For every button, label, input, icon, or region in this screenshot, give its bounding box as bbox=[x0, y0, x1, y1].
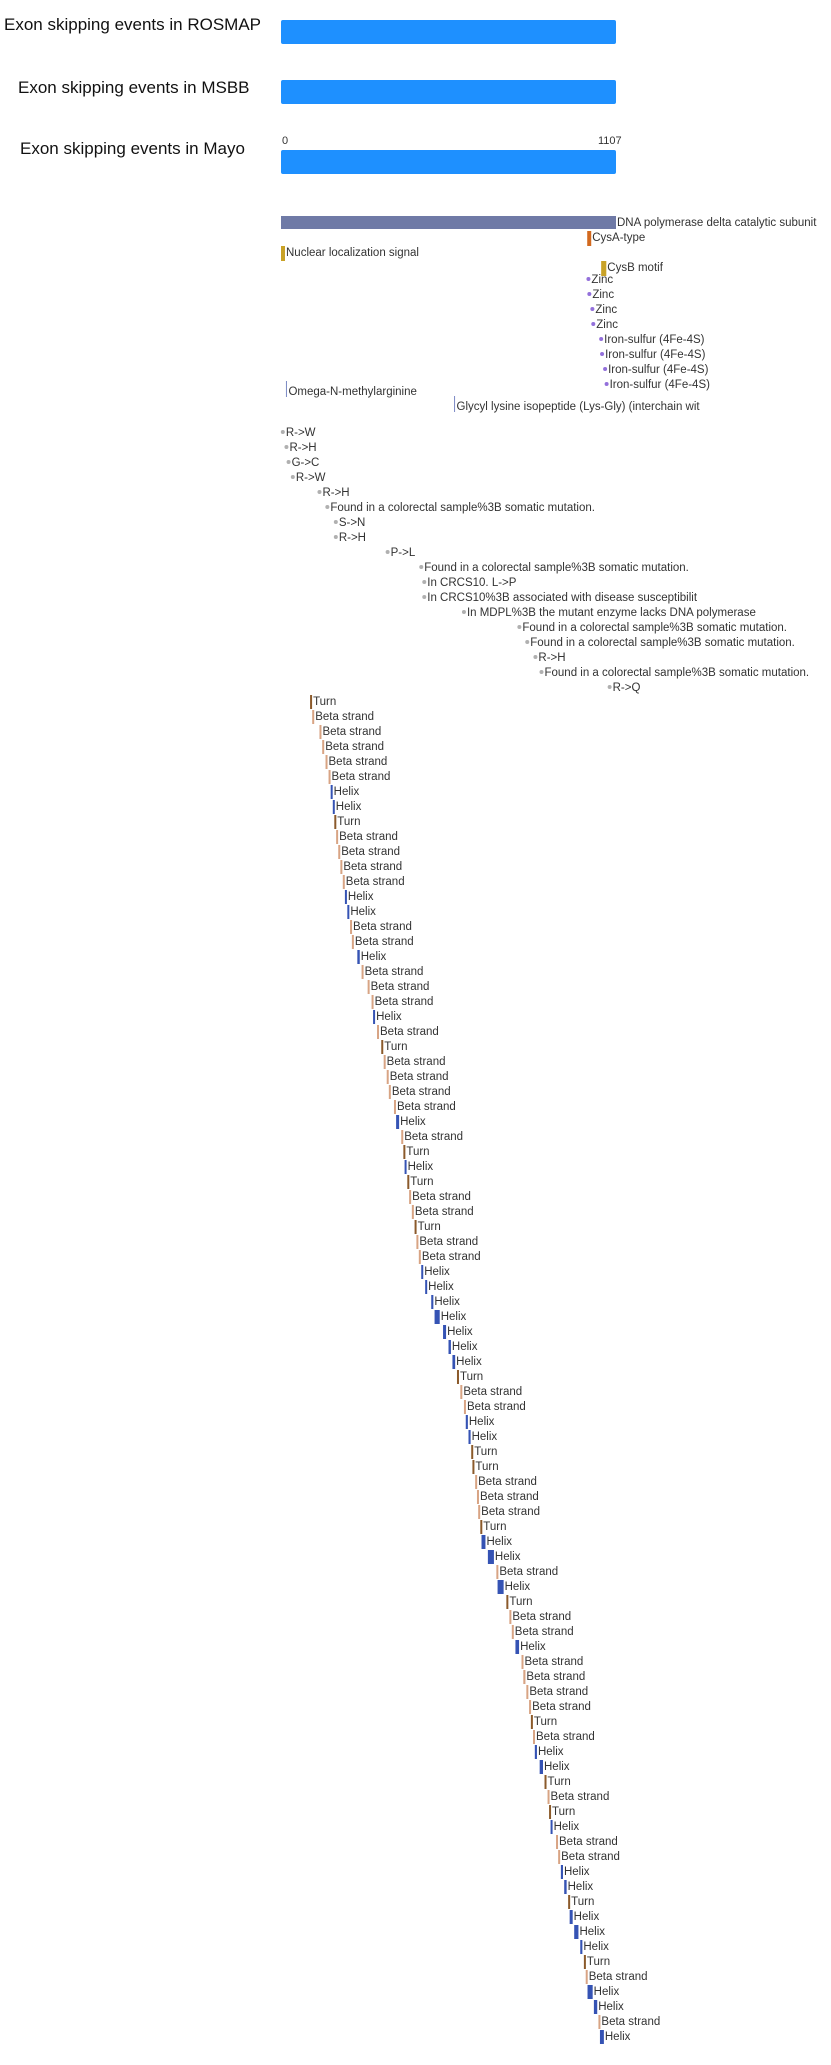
site-marker[interactable] bbox=[591, 322, 595, 326]
variant-marker[interactable] bbox=[334, 520, 338, 524]
secondary-structure-label: Beta strand bbox=[463, 1386, 523, 1398]
secondary-structure-label: Beta strand bbox=[322, 726, 382, 738]
secondary-structure-label: Beta strand bbox=[559, 1836, 618, 1848]
secondary-structure-label: Beta strand bbox=[419, 1236, 479, 1248]
secondary-structure-label: Beta strand bbox=[396, 1101, 456, 1113]
secondary-structure-bar[interactable] bbox=[480, 1520, 482, 1534]
modification-label: Omega-N-methylarginine bbox=[288, 386, 417, 398]
secondary-structure-bar[interactable] bbox=[350, 920, 352, 934]
secondary-structure-label: Beta strand bbox=[601, 2016, 661, 2028]
secondary-structure-label: Helix bbox=[583, 1941, 609, 1953]
secondary-structure-bar[interactable] bbox=[574, 1925, 578, 1939]
variant-label: R->W bbox=[295, 472, 326, 484]
secondary-structure-label: Helix bbox=[335, 801, 362, 813]
secondary-structure-label: Helix bbox=[376, 1011, 402, 1023]
secondary-structure-label: Beta strand bbox=[529, 1686, 589, 1698]
secondary-structure-label: Beta strand bbox=[364, 966, 424, 978]
domain-label: CysA-type bbox=[592, 232, 646, 244]
secondary-structure-label: Helix bbox=[486, 1536, 513, 1548]
secondary-structure-label: Helix bbox=[468, 1416, 495, 1428]
secondary-structure-label: Beta strand bbox=[325, 741, 385, 753]
secondary-structure-bar[interactable] bbox=[466, 1415, 468, 1429]
secondary-structure-bar[interactable] bbox=[425, 1280, 427, 1294]
secondary-structure-bar[interactable] bbox=[333, 800, 335, 814]
secondary-structure-label: Beta strand bbox=[421, 1251, 481, 1263]
secondary-structure-bar[interactable] bbox=[329, 770, 331, 784]
secondary-structure-label: Helix bbox=[434, 1296, 460, 1308]
secondary-structure-label: Turn bbox=[586, 1956, 611, 1968]
domain-label: DNA polymerase delta catalytic subunit bbox=[617, 217, 817, 229]
secondary-structure-label: Beta strand bbox=[524, 1656, 584, 1668]
variant-label: In CRCS10%3B associated with disease susceptibilit bbox=[427, 592, 698, 604]
variant-marker[interactable] bbox=[386, 550, 390, 554]
secondary-structure-bar[interactable] bbox=[570, 1910, 573, 1924]
secondary-structure-bar[interactable] bbox=[506, 1595, 508, 1609]
secondary-structure-label: Beta strand bbox=[512, 1611, 572, 1623]
secondary-structure-bar[interactable] bbox=[556, 1835, 558, 1849]
secondary-structure-bar[interactable] bbox=[464, 1400, 466, 1414]
variant-label: R->H bbox=[538, 652, 566, 664]
site-marker[interactable] bbox=[587, 292, 591, 296]
secondary-structure-bar[interactable] bbox=[472, 1460, 474, 1474]
secondary-structure-bar[interactable] bbox=[471, 1445, 473, 1459]
site-label: Zinc bbox=[596, 319, 619, 331]
secondary-structure-label: Beta strand bbox=[343, 861, 403, 873]
secondary-structure-label: Beta strand bbox=[479, 1491, 539, 1503]
site-marker[interactable] bbox=[600, 352, 604, 356]
secondary-structure-label: Helix bbox=[407, 1161, 434, 1173]
secondary-structure-bar[interactable] bbox=[498, 1580, 504, 1594]
secondary-structure-bar[interactable] bbox=[586, 1970, 588, 1984]
site-marker[interactable] bbox=[605, 382, 609, 386]
secondary-structure-label: Beta strand bbox=[391, 1086, 451, 1098]
secondary-structure-label: Helix bbox=[456, 1356, 482, 1368]
site-marker[interactable] bbox=[599, 337, 603, 341]
secondary-structure-label: Helix bbox=[428, 1281, 454, 1293]
secondary-structure-bar[interactable] bbox=[561, 1865, 563, 1879]
secondary-structure-label: Helix bbox=[567, 1881, 594, 1893]
variant-marker[interactable] bbox=[525, 640, 529, 644]
site-label: Iron-sulfur (4Fe-4S) bbox=[605, 349, 706, 361]
site-label: Iron-sulfur (4Fe-4S) bbox=[604, 334, 705, 346]
secondary-structure-label: Beta strand bbox=[526, 1671, 586, 1683]
secondary-structure-bar[interactable] bbox=[468, 1430, 470, 1444]
variant-label: In MDPL%3B the mutant enzyme lacks DNA polymerase bbox=[466, 607, 756, 619]
secondary-structure-bar[interactable] bbox=[564, 1880, 566, 1894]
secondary-structure-label: Helix bbox=[520, 1641, 546, 1653]
secondary-structure-bar[interactable] bbox=[389, 1085, 391, 1099]
secondary-structure-bar[interactable] bbox=[326, 755, 328, 769]
secondary-structure-bar[interactable] bbox=[338, 845, 340, 859]
site-label: Zinc bbox=[592, 289, 615, 301]
variant-marker[interactable] bbox=[325, 505, 329, 509]
secondary-structure-bar[interactable] bbox=[515, 1640, 519, 1654]
secondary-structure-bar[interactable] bbox=[549, 1805, 551, 1819]
secondary-structure-label: Turn bbox=[459, 1371, 484, 1383]
lane-title-msbb: Exon skipping events in MSBB bbox=[18, 78, 250, 97]
secondary-structure-bar[interactable] bbox=[409, 1190, 411, 1204]
secondary-structure-bar[interactable] bbox=[345, 890, 347, 904]
variant-marker[interactable] bbox=[517, 625, 521, 629]
secondary-structure-bar[interactable] bbox=[457, 1370, 459, 1384]
secondary-structure-label: Beta strand bbox=[466, 1401, 526, 1413]
secondary-structure-bar[interactable] bbox=[526, 1685, 528, 1699]
site-label: Iron-sulfur (4Fe-4S) bbox=[608, 364, 709, 376]
secondary-structure-label: Turn bbox=[417, 1221, 441, 1233]
site-label: Zinc bbox=[591, 274, 614, 286]
secondary-structure-bar[interactable] bbox=[357, 950, 359, 964]
variant-label: In CRCS10. L->P bbox=[427, 577, 517, 589]
variant-marker[interactable] bbox=[462, 610, 466, 614]
secondary-structure-bar[interactable] bbox=[512, 1625, 514, 1639]
secondary-structure-bar[interactable] bbox=[310, 695, 312, 709]
domain-track bbox=[281, 216, 817, 276]
secondary-structure-label: Turn bbox=[533, 1716, 558, 1728]
secondary-structure-bar[interactable] bbox=[477, 1490, 479, 1504]
secondary-structure-label: Turn bbox=[474, 1446, 498, 1458]
secondary-structure-label: Helix bbox=[593, 1986, 620, 1998]
secondary-structure-bar[interactable] bbox=[336, 830, 338, 844]
secondary-structure-label: Beta strand bbox=[328, 756, 388, 768]
secondary-structure-label: Beta strand bbox=[499, 1566, 559, 1578]
secondary-structure-label: Helix bbox=[471, 1431, 498, 1443]
secondary-structure-bar[interactable] bbox=[496, 1565, 498, 1579]
variant-label: R->W bbox=[285, 427, 316, 439]
variant-marker[interactable] bbox=[284, 445, 288, 449]
secondary-structure-label: Helix bbox=[400, 1116, 426, 1128]
secondary-structure-label: Helix bbox=[553, 1821, 580, 1833]
secondary-structure-bar[interactable] bbox=[509, 1610, 511, 1624]
secondary-structure-label: Turn bbox=[571, 1896, 595, 1908]
variant-label: R->H bbox=[322, 487, 350, 499]
secondary-structure-label: Beta strand bbox=[354, 936, 414, 948]
variant-label: S->N bbox=[338, 517, 366, 529]
secondary-structure-label: Beta strand bbox=[478, 1476, 537, 1488]
lane-title-rosmap: Exon skipping events in ROSMAP bbox=[4, 15, 262, 34]
variant-marker[interactable] bbox=[334, 535, 338, 539]
secondary-structure-bar[interactable] bbox=[435, 1310, 440, 1324]
secondary-structure-bar[interactable] bbox=[403, 1145, 405, 1159]
secondary-structure-bar[interactable] bbox=[545, 1775, 547, 1789]
secondary-structure-bar[interactable] bbox=[368, 980, 370, 994]
variant-label: Found in a colorectal sample%3B somatic mutation. bbox=[330, 502, 595, 514]
secondary-structure-label: Beta strand bbox=[561, 1851, 620, 1863]
secondary-structure-label: Beta strand bbox=[374, 996, 434, 1008]
secondary-structure-bar[interactable] bbox=[396, 1115, 399, 1129]
secondary-structure-bar[interactable] bbox=[452, 1355, 455, 1369]
secondary-structure-bar[interactable] bbox=[322, 740, 324, 754]
site-marker[interactable] bbox=[603, 367, 607, 371]
secondary-structure-label: Beta strand bbox=[514, 1626, 574, 1638]
domain-bar[interactable] bbox=[281, 246, 285, 261]
secondary-structure-label: Beta strand bbox=[315, 711, 375, 723]
secondary-structure-bar[interactable] bbox=[584, 1955, 586, 1969]
variant-label: P->L bbox=[390, 547, 416, 559]
secondary-structure-bar[interactable] bbox=[531, 1715, 533, 1729]
secondary-structure-label: Beta strand bbox=[588, 1971, 648, 1983]
variant-marker[interactable] bbox=[419, 565, 423, 569]
scale-start-label: 0 bbox=[282, 135, 289, 147]
variant-marker[interactable] bbox=[422, 580, 426, 584]
secondary-structure-bar[interactable] bbox=[347, 905, 349, 919]
secondary-structure-bar[interactable] bbox=[377, 1025, 379, 1039]
secondary-structure-bar[interactable] bbox=[475, 1475, 477, 1489]
variant-label: R->H bbox=[338, 532, 366, 544]
secondary-structure-bar[interactable] bbox=[548, 1790, 550, 1804]
secondary-structure-bar[interactable] bbox=[540, 1760, 543, 1774]
secondary-structure-bar[interactable] bbox=[449, 1340, 451, 1354]
secondary-structure-label: Turn bbox=[483, 1521, 507, 1533]
secondary-structure-bar[interactable] bbox=[551, 1820, 553, 1834]
secondary-structure-label: Helix bbox=[504, 1581, 531, 1593]
secondary-structure-label: Beta strand bbox=[380, 1026, 439, 1038]
secondary-structure-bar[interactable] bbox=[421, 1265, 423, 1279]
secondary-structure-bar[interactable] bbox=[412, 1205, 414, 1219]
secondary-structure-label: Turn bbox=[313, 696, 337, 708]
domain-label: Nuclear localization signal bbox=[286, 247, 419, 259]
secondary-structure-bar[interactable] bbox=[588, 1985, 593, 1999]
secondary-structure-bar[interactable] bbox=[598, 2015, 600, 2029]
site-marker[interactable] bbox=[590, 307, 594, 311]
secondary-structure-label: Helix bbox=[573, 1911, 600, 1923]
secondary-structure-bar[interactable] bbox=[416, 1235, 418, 1249]
secondary-structure-label: Beta strand bbox=[353, 921, 412, 933]
secondary-structure-label: Helix bbox=[579, 1926, 606, 1938]
secondary-structure-bar[interactable] bbox=[568, 1895, 570, 1909]
secondary-structure-bar[interactable] bbox=[362, 965, 364, 979]
variant-label: R->H bbox=[289, 442, 317, 454]
secondary-structure-label: Turn bbox=[552, 1806, 576, 1818]
site-label: Iron-sulfur (4Fe-4S) bbox=[609, 379, 710, 391]
secondary-structure-label: Beta strand bbox=[404, 1131, 464, 1143]
secondary-structure-bar[interactable] bbox=[401, 1130, 403, 1144]
secondary-structure-bar[interactable] bbox=[340, 860, 342, 874]
secondary-structure-bar[interactable] bbox=[384, 1055, 386, 1069]
secondary-structure-bar[interactable] bbox=[372, 995, 374, 1009]
secondary-structure-label: Turn bbox=[410, 1176, 434, 1188]
secondary-structure-label: Beta strand bbox=[550, 1791, 610, 1803]
secondary-structure-bar[interactable] bbox=[419, 1250, 421, 1264]
secondary-structure-label: Turn bbox=[337, 816, 361, 828]
secondary-structure-bar[interactable] bbox=[535, 1745, 537, 1759]
variant-track bbox=[281, 427, 809, 694]
variant-label: G->C bbox=[291, 457, 320, 469]
secondary-structure-bar[interactable] bbox=[431, 1295, 433, 1309]
variant-marker[interactable] bbox=[533, 655, 537, 659]
secondary-structure-bar[interactable] bbox=[521, 1655, 523, 1669]
secondary-structure-bar[interactable] bbox=[580, 1940, 582, 1954]
secondary-structure-label: Helix bbox=[537, 1746, 564, 1758]
secondary-structure-bar[interactable] bbox=[394, 1100, 396, 1114]
variant-marker[interactable] bbox=[287, 460, 291, 464]
secondary-structure-label: Helix bbox=[447, 1326, 473, 1338]
secondary-structure-bar[interactable] bbox=[594, 2000, 597, 2014]
secondary-structure-bar[interactable] bbox=[343, 875, 345, 889]
lane-title-mayo: Exon skipping events in Mayo bbox=[20, 139, 245, 158]
secondary-structure-bar[interactable] bbox=[312, 710, 314, 724]
secondary-structure-label: Beta strand bbox=[331, 771, 391, 783]
variant-marker[interactable] bbox=[291, 475, 295, 479]
secondary-structure-bar[interactable] bbox=[405, 1160, 407, 1174]
secondary-structure-label: Turn bbox=[384, 1041, 408, 1053]
secondary-structure-bar[interactable] bbox=[319, 725, 321, 739]
secondary-structure-label: Helix bbox=[333, 786, 360, 798]
secondary-structure-label: Beta strand bbox=[532, 1701, 591, 1713]
secondary-structure-label: Turn bbox=[475, 1461, 499, 1473]
variant-label: Found in a colorectal sample%3B somatic mutation. bbox=[544, 667, 810, 679]
secondary-structure-bar[interactable] bbox=[558, 1850, 560, 1864]
secondary-structure-label: Helix bbox=[604, 2031, 631, 2043]
variant-marker[interactable] bbox=[281, 430, 285, 434]
variant-label: Found in a colorectal sample%3B somatic mutation. bbox=[522, 622, 788, 634]
secondary-structure-bar[interactable] bbox=[460, 1385, 462, 1399]
secondary-structure-label: Helix bbox=[350, 906, 376, 918]
secondary-structure-label: Beta strand bbox=[536, 1731, 595, 1743]
secondary-structure-label: Beta strand bbox=[341, 846, 401, 858]
secondary-structure-bar[interactable] bbox=[387, 1070, 389, 1084]
site-track bbox=[586, 274, 710, 391]
secondary-structure-label: Turn bbox=[406, 1146, 430, 1158]
secondary-structure-label: Helix bbox=[451, 1341, 478, 1353]
secondary-structure-label: Helix bbox=[360, 951, 387, 963]
variant-label: R->Q bbox=[612, 682, 641, 694]
secondary-structure-label: Beta strand bbox=[339, 831, 398, 843]
domain-bar[interactable] bbox=[281, 216, 616, 229]
variant-marker[interactable] bbox=[539, 670, 543, 674]
secondary-structure-label: Helix bbox=[424, 1266, 450, 1278]
secondary-structure-bar[interactable] bbox=[373, 1010, 375, 1024]
variant-label: Found in a colorectal sample%3B somatic mutation. bbox=[530, 637, 795, 649]
secondary-structure-label: Beta strand bbox=[345, 876, 405, 888]
secondary-structure-label: Turn bbox=[547, 1776, 571, 1788]
domain-label: CysB motif bbox=[607, 262, 663, 274]
site-label: Zinc bbox=[595, 304, 618, 316]
variant-marker[interactable] bbox=[608, 685, 612, 689]
secondary-structure-label: Helix bbox=[544, 1761, 570, 1773]
secondary-structure-bar[interactable] bbox=[331, 785, 333, 799]
secondary-structure-label: Beta strand bbox=[370, 981, 430, 993]
domain-bar[interactable] bbox=[587, 231, 591, 246]
secondary-structure-track bbox=[310, 695, 660, 2044]
secondary-structure-label: Helix bbox=[347, 891, 374, 903]
secondary-structure-label: Beta strand bbox=[481, 1506, 541, 1518]
site-marker[interactable] bbox=[586, 277, 590, 281]
secondary-structure-bar[interactable] bbox=[488, 1550, 494, 1564]
secondary-structure-bar[interactable] bbox=[533, 1730, 535, 1744]
secondary-structure-label: Turn bbox=[509, 1596, 533, 1608]
secondary-structure-bar[interactable] bbox=[600, 2030, 604, 2044]
secondary-structure-bar[interactable] bbox=[352, 935, 354, 949]
variant-marker[interactable] bbox=[317, 490, 321, 494]
secondary-structure-label: Helix bbox=[563, 1866, 590, 1878]
variant-marker[interactable] bbox=[422, 595, 426, 599]
secondary-structure-label: Helix bbox=[598, 2001, 624, 2013]
secondary-structure-bar[interactable] bbox=[478, 1505, 480, 1519]
secondary-structure-bar[interactable] bbox=[523, 1670, 525, 1684]
secondary-structure-label: Beta strand bbox=[389, 1071, 449, 1083]
variant-label: Found in a colorectal sample%3B somatic mutation. bbox=[424, 562, 689, 574]
secondary-structure-label: Beta strand bbox=[414, 1206, 474, 1218]
secondary-structure-bar[interactable] bbox=[334, 815, 336, 829]
scale-end-label: 1107 bbox=[598, 135, 622, 147]
secondary-structure-label: Helix bbox=[494, 1551, 521, 1563]
secondary-structure-label: Beta strand bbox=[386, 1056, 446, 1068]
secondary-structure-bar[interactable] bbox=[415, 1220, 417, 1234]
secondary-structure-bar[interactable] bbox=[443, 1325, 446, 1339]
secondary-structure-bar[interactable] bbox=[529, 1700, 531, 1714]
modification-label: Glycyl lysine isopeptide (Lys-Gly) (interchain wit bbox=[456, 401, 700, 413]
secondary-structure-label: Helix bbox=[440, 1311, 467, 1323]
secondary-structure-bar[interactable] bbox=[381, 1040, 383, 1054]
secondary-structure-bar[interactable] bbox=[482, 1535, 486, 1549]
secondary-structure-label: Beta strand bbox=[412, 1191, 471, 1203]
secondary-structure-bar[interactable] bbox=[407, 1175, 409, 1189]
